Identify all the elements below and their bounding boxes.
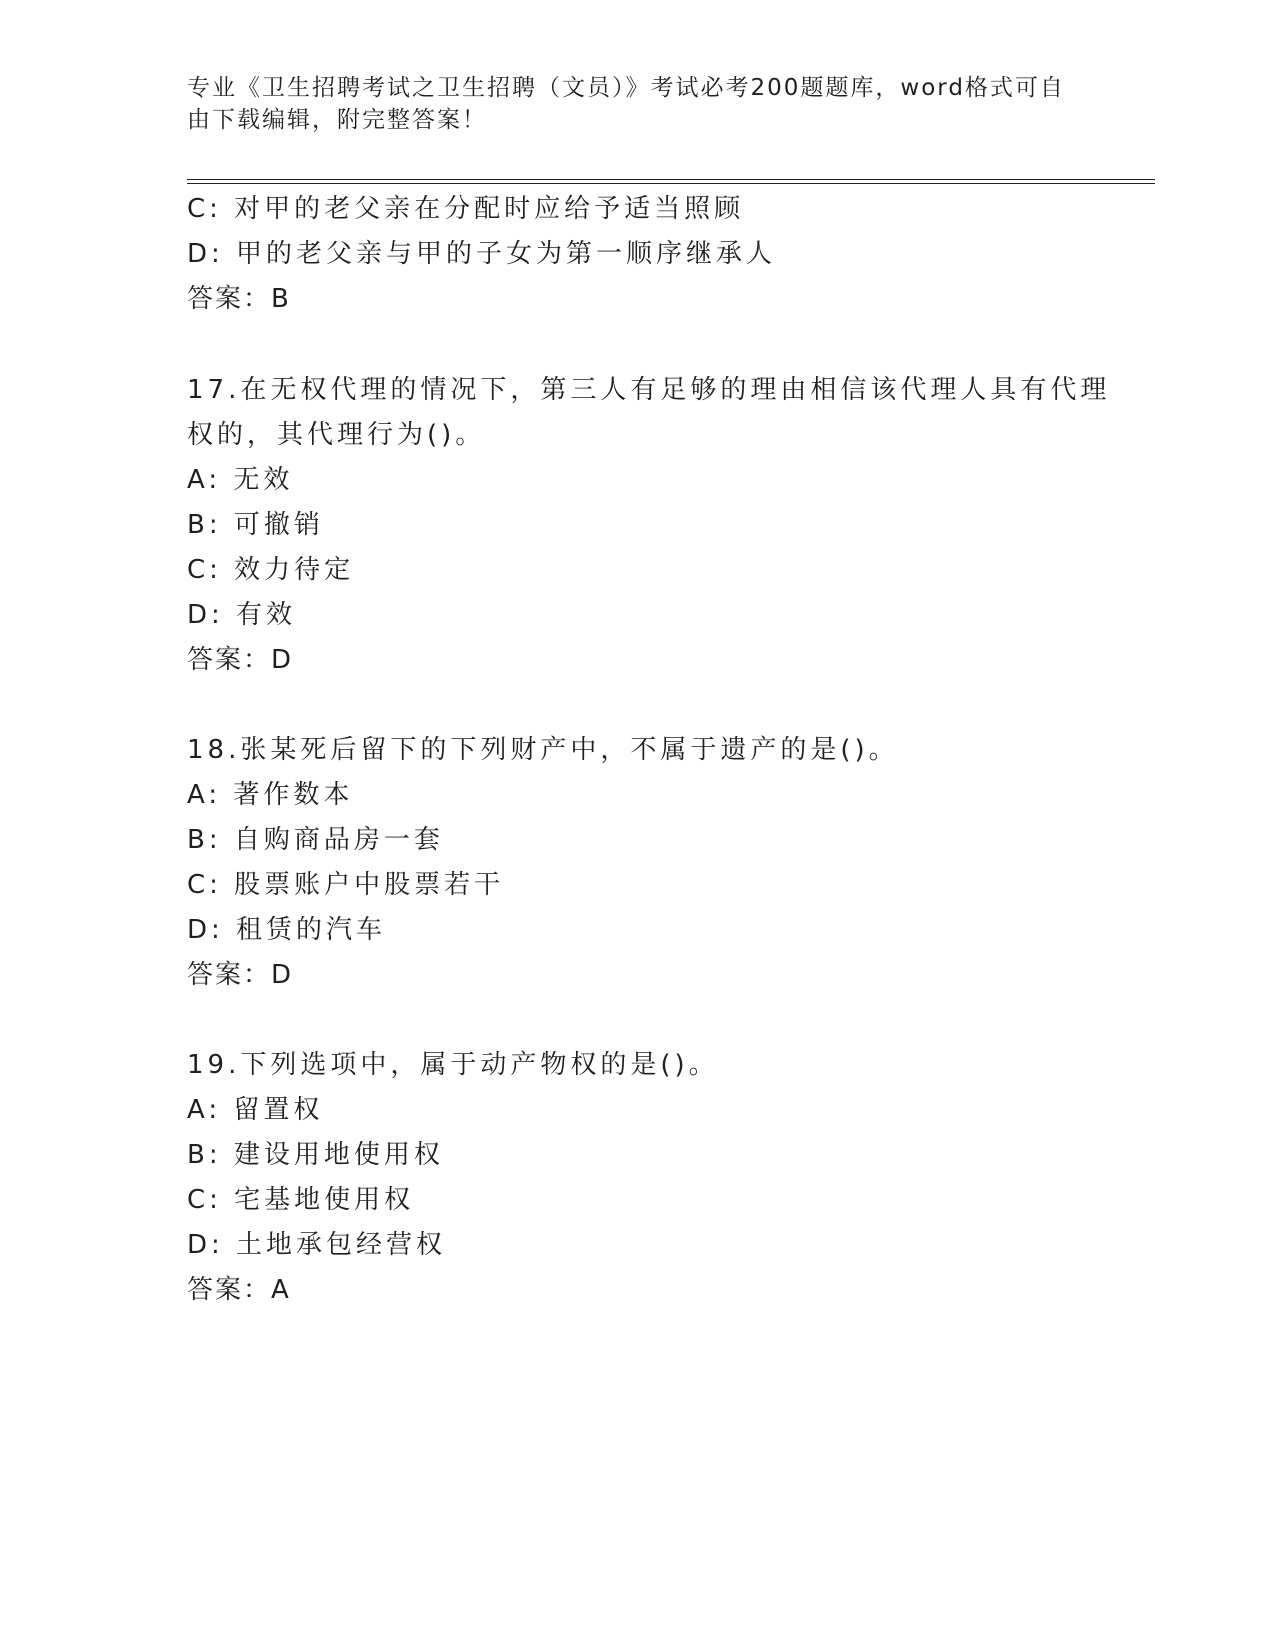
question-17-option-b: B: 可撤销 <box>187 510 324 540</box>
question-17-option-a: A: 无效 <box>187 465 294 495</box>
header-divider-bottom <box>187 183 1155 184</box>
header-line-1: 专业《卫生招聘考试之卫生招聘（文员）》考试必考200题题库，word格式可自 <box>187 75 1065 101</box>
header-divider-top <box>187 179 1155 180</box>
option-c: C: 对甲的老父亲在分配时应给予适当照顾 <box>187 194 745 224</box>
question-18-option-c: C: 股票账户中股票若干 <box>187 870 505 900</box>
question-18-option-a: A: 著作数本 <box>187 780 354 810</box>
question-17-option-d: D: 有效 <box>187 600 297 630</box>
question-17-option-c: C: 效力待定 <box>187 555 355 585</box>
question-18-stem-line-1: 18.张某死后留下的下列财产中，不属于遗产的是()。 <box>187 735 899 765</box>
question-19-stem-line-1: 19.下列选项中，属于动产物权的是()。 <box>187 1050 719 1080</box>
question-19-option-d: D: 土地承包经营权 <box>187 1230 447 1260</box>
question-19-option-a: A: 留置权 <box>187 1095 324 1125</box>
question-19-option-b: B: 建设用地使用权 <box>187 1140 444 1170</box>
question-18-option-d: D: 租赁的汽车 <box>187 915 387 945</box>
question-17-stem-line-1: 17.在无权代理的情况下，第三人有足够的理由相信该代理人具有代理 <box>187 375 1111 405</box>
answer: 答案：B <box>187 284 291 314</box>
question-18-answer: 答案：D <box>187 960 294 990</box>
question-17-answer: 答案：D <box>187 645 294 675</box>
question-19-answer: 答案：A <box>187 1275 291 1305</box>
option-d: D: 甲的老父亲与甲的子女为第一顺序继承人 <box>187 239 777 269</box>
question-17-stem-line-2: 权的，其代理行为()。 <box>187 420 486 450</box>
document-header <box>187 72 1067 136</box>
question-18-option-b: B: 自购商品房一套 <box>187 825 444 855</box>
question-19-option-c: C: 宅基地使用权 <box>187 1185 415 1215</box>
header-line-2: 由下载编辑，附完整答案！ <box>187 107 487 133</box>
